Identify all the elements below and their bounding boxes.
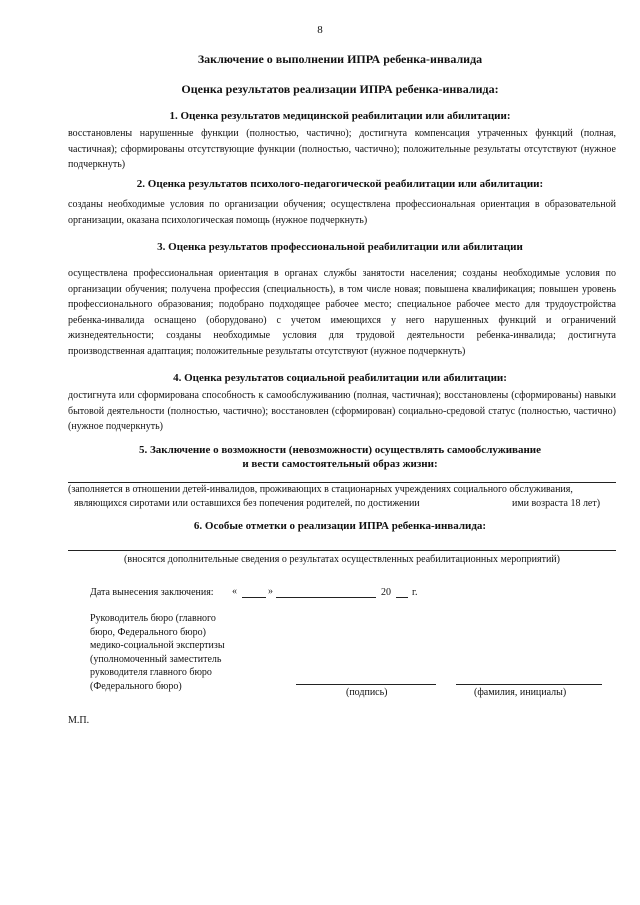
date-day-blank[interactable] bbox=[242, 597, 266, 598]
section-3-heading: 3. Оценка результатов профессиональной реабилитации или абилитации bbox=[157, 241, 523, 253]
signatory-line-4: (уполномоченный заместитель bbox=[90, 653, 222, 665]
date-day-close: » bbox=[268, 586, 273, 597]
stamp-label: М.П. bbox=[68, 715, 90, 726]
section-5-note-line1: (заполняется в отношении детей-инвалидов, проживающих в стационарных учреждениях социального обслуживания, bbox=[68, 484, 573, 495]
section-4-paragraph: достигнута или сформирована способность к самообслуживанию (полная, частичная); восстановлены (сформированы) навыки бытовой деятельности (полностью, частично); восстановлен (сформирован) социально-средовой статус (полностью, частично) (нужное подчеркнуть) bbox=[68, 390, 616, 432]
section-1-text bbox=[68, 126, 616, 173]
main-title: Заключение о выполнении ИПРА ребенка-инвалида bbox=[197, 52, 483, 66]
section-5-heading-line2: и вести самостоятельный образ жизни: bbox=[242, 458, 438, 470]
section-3-paragraph: осуществлена профессиональная ориентация в органах службы занятости населения; созданы необходимые условия по организации обучения; получена профессия (специальность), в том числе новая; повышена квалификация; повышен уровень профессионального образования; подобрано подходящее рабочее место; специальное рабочее место для трудоустройства ребенка-инвалида оснащено (оборудовано) с учетом имеющихся у него нарушенных функций и ограничений жизнедеятельности; созданы необходимые условия для трудовой деятельности ребенка-инвалида; достигнута производственная адаптация; положительные результаты отсутствуют (нужное подчеркнуть) bbox=[68, 268, 616, 357]
date-year-prefix: 20 bbox=[381, 587, 391, 598]
subtitle: Оценка результатов реализации ИПРА ребенка-инвалида: bbox=[181, 82, 499, 96]
section-3-text bbox=[68, 266, 616, 359]
date-month-blank[interactable] bbox=[276, 597, 376, 598]
signature-caption: (подпись) bbox=[346, 687, 388, 698]
section-1-heading: 1. Оценка результатов медицинской реабилитации или абилитации: bbox=[169, 110, 511, 122]
signatory-line-2: бюро, Федерального бюро) bbox=[90, 626, 206, 638]
date-label: Дата вынесения заключения: bbox=[90, 587, 214, 598]
section-5-note-line2: являющихся сиротами или оставшихся без попечения родителей, по достижении bbox=[74, 498, 420, 509]
section-6-note: (вносятся дополнительные сведения о результатах осуществленных реабилитационных мероприятий) bbox=[124, 554, 560, 565]
signatory-line-5: руководителя главного бюро bbox=[90, 667, 212, 679]
date-year-blank[interactable] bbox=[396, 597, 408, 598]
name-caption: (фамилия, инициалы) bbox=[474, 687, 567, 698]
signature-line[interactable] bbox=[296, 684, 436, 685]
section-1-paragraph: восстановлены нарушенные функции (полностью, частично); достигнута компенсация утраченных функций (полная, частичная); сформированы отсутствующие функции (полностью, частично); положительные результаты отсутствуют (нужное подчеркнуть) bbox=[68, 128, 616, 170]
page-number: 8 bbox=[317, 24, 323, 36]
section-2-paragraph: созданы необходимые условия по организации обучения; осуществлена профессиональная ориентация в образовательной организации, оказана психологическая помощь (нужное подчеркнуть) bbox=[68, 199, 616, 226]
date-year-suffix: г. bbox=[412, 587, 418, 598]
section-6-heading: 6. Особые отметки о реализации ИПРА ребенка-инвалида: bbox=[193, 520, 487, 532]
section-6-fill-line bbox=[68, 550, 616, 551]
date-day-open: « bbox=[232, 586, 237, 597]
section-5-heading-line1: 5. Заключение о возможности (невозможности) осуществлять самообслуживание bbox=[138, 444, 542, 456]
signatory-title bbox=[90, 612, 225, 694]
section-5-note-line2-end: ими возраста 18 лет) bbox=[512, 498, 601, 509]
name-line[interactable] bbox=[456, 684, 602, 685]
signatory-line-1: Руководитель бюро (главного bbox=[90, 613, 216, 624]
signatory-line-6: (Федерального бюро) bbox=[90, 680, 182, 692]
section-2-heading: 2. Оценка результатов психолого-педагогической реабилитации или абилитации: bbox=[136, 178, 544, 190]
signatory-line-3: медико-социальной экспертизы bbox=[90, 640, 225, 652]
section-4-text bbox=[68, 388, 616, 435]
section-2-text bbox=[68, 197, 616, 228]
section-4-heading: 4. Оценка результатов социальной реабилитации или абилитации: bbox=[173, 372, 507, 384]
